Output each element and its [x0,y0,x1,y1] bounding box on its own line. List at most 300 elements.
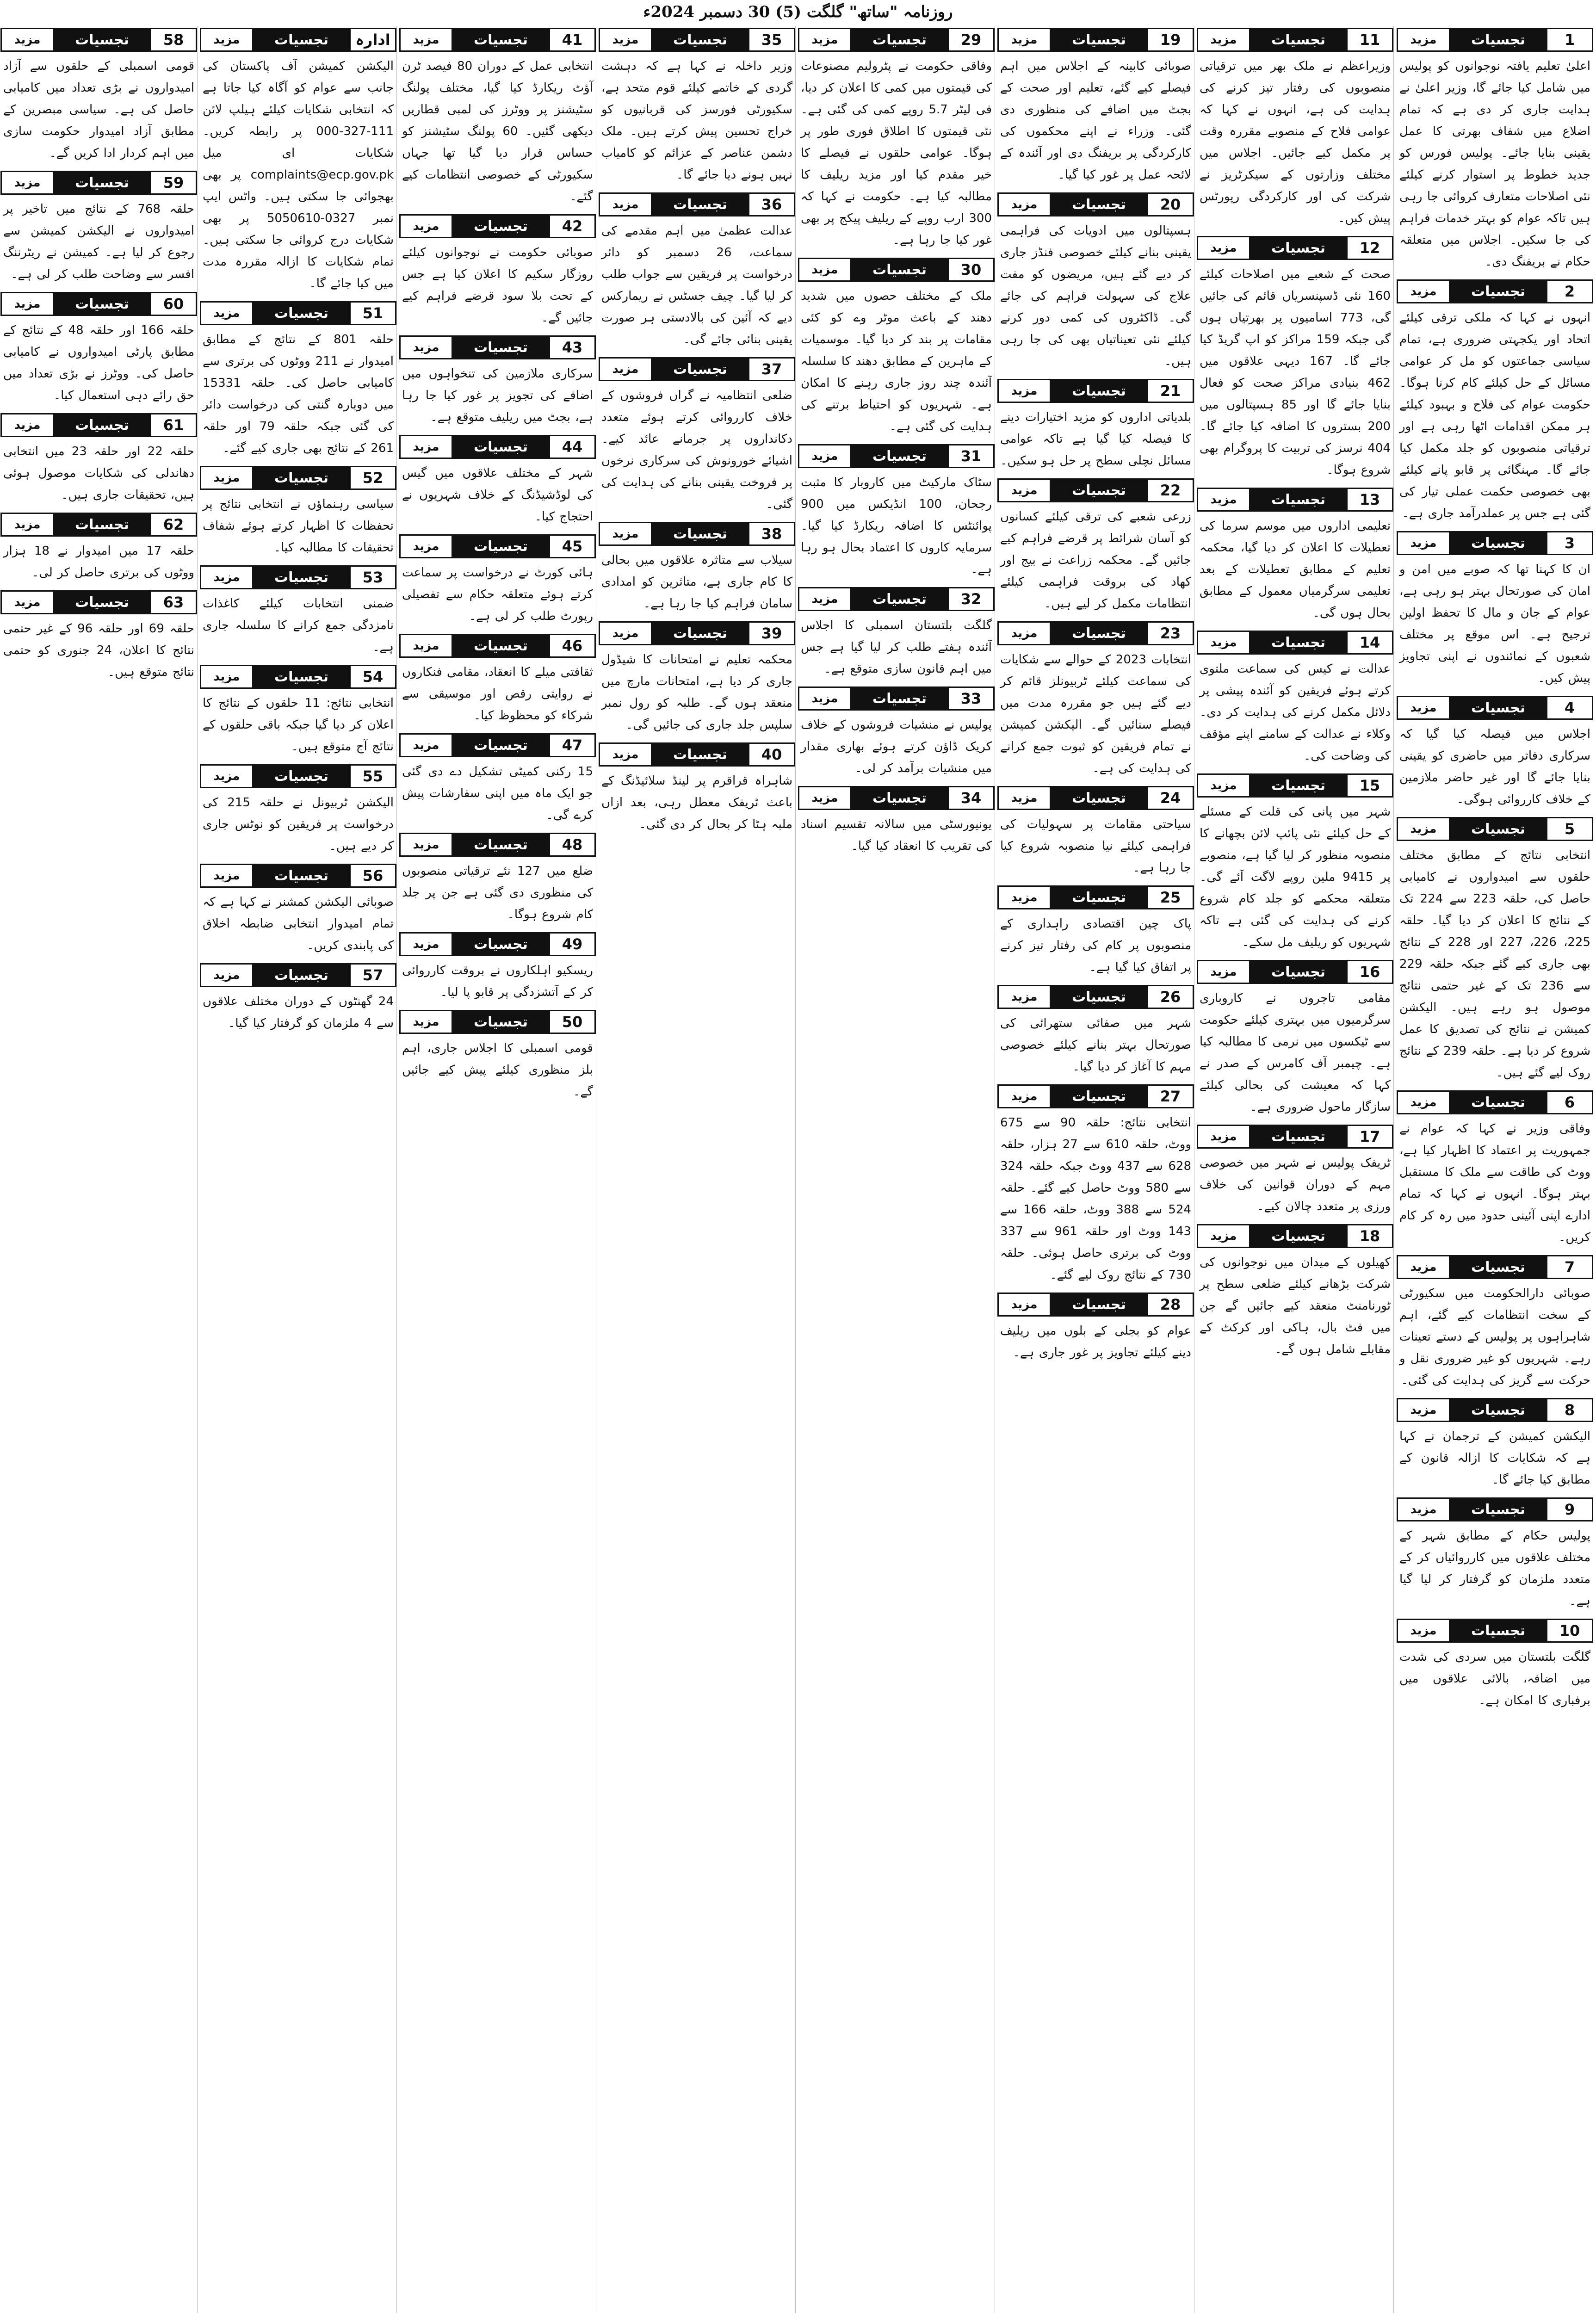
news-item-header [200,864,396,888]
news-item [599,357,795,515]
news-item-label: تجسیات [453,29,549,50]
news-item-header [1397,817,1593,841]
news-item-tag: مزید [999,194,1051,215]
news-item-tag: مزید [799,688,852,709]
news-item-header [1197,1125,1393,1149]
news-item [798,786,995,857]
news-item [399,833,596,926]
news-item-number: 36 [748,194,794,215]
news-item-text: الیکشن کمیشن کے ترجمان نے کہا ہے کہ شکایات کا ازالہ قانون کے مطابق کیا جائے گا۔ [1399,1429,1590,1487]
news-item-header [997,885,1194,909]
news-item-text: سٹاک مارکیٹ میں کاروبار کا مثبت رجحان، 100 انڈیکس میں 900 پوائنٹس کا اضافہ ریکارڈ کیا گیا۔ سرمایہ کاروں کا اعتماد بحال ہو رہا ہے۔ [801,476,992,576]
news-item-text: انتخابی نتائج: 11 حلقوں کے نتائج کا اعلان کر دیا گیا جبکہ باقی حلقوں کے نتائج آج متوقع ہیں۔ [203,696,394,754]
news-item-header [599,522,795,546]
news-item-label: تجسیات [254,766,349,787]
news-item [599,621,795,736]
news-item-header [1397,531,1593,555]
news-item-number: 62 [150,514,196,535]
news-item-label: تجسیات [1250,1126,1346,1147]
news-item-header [1197,1224,1393,1248]
news-item-header [1397,696,1593,720]
news-item-label: تجسیات [254,567,349,588]
news-item-text: پولیس نے منشیات فروشوں کے خلاف کریک ڈاؤن کرتے ہوئے بھاری مقدار میں منشیات برآمد کر لی۔ [801,718,992,775]
news-item-label: تجسیات [254,29,349,50]
news-item-number: 50 [549,1011,594,1033]
news-item-label: تجسیات [652,744,748,765]
news-item-tag: مزید [1198,775,1250,796]
news-item-text: محکمہ تعلیم نے امتحانات کا شیڈول جاری کر دیا ہے، امتحانات مارچ میں منعقد ہوں گے۔ طلبہ کو رول نمبر سلپس جلد جاری کی جائیں گی۔ [601,653,792,732]
news-item-label: تجسیات [1450,1620,1546,1641]
news-item-header [1397,28,1593,52]
news-item-header [798,786,995,810]
news-item-label: تجسیات [1051,1294,1147,1315]
news-item-tag: مزید [2,172,54,193]
news-item-number: 25 [1147,887,1193,908]
news-item-number: 12 [1346,237,1392,259]
news-item-number: 28 [1147,1294,1193,1315]
news-item-text: اعلیٰ تعلیم یافتہ نوجوانوں کو پولیس میں شامل کیا جائے گا، وزیر اعلیٰ نے ہدایت جاری کر دی ہے کہ تمام اضلاع میں شفاف بھرتی کا عمل یقینی بنایا جائے۔ پولیس فورس کو جدید خطوط پر استوار کرنے کیلئے نئی اصلاحات متعارف کروائی جا رہی ہیں تاکہ عوام کو بہتر خدمات فراہم کی جا سکیں۔ اجلاس میں متعلقہ حکام نے بریفنگ دی۔ [1399,59,1590,269]
news-item-header [997,478,1194,502]
news-item-number: 44 [549,436,594,458]
news-item [997,985,1194,1078]
news-item-header [997,786,1194,810]
news-item-tag: مزید [1398,29,1450,50]
news-item [200,665,396,758]
news-item-tag: مزید [201,467,254,489]
news-item-tag: مزید [999,1086,1051,1107]
news-item-text: انتخابات 2023 کے حوالے سے شکایات کی سماعت کیلئے ٹربیونلز قائم کر دیے گئے ہیں جو مقررہ مدت میں فیصلے سنائیں گے۔ الیکشن کمیشن نے تمام فریقین کو ثبوت جمع کرانے کی ہدایت کی ہے۔ [1000,653,1191,775]
news-item-number: 51 [349,303,395,324]
news-item-text: سرکاری ملازمین کی تنخواہوں میں اضافے کی تجویز پر غور کیا جا رہا ہے، بجٹ میں ریلیف متوقع ہے۔ [402,367,593,424]
news-item-text: انتخابی عمل کے دوران 80 فیصد ٹرن آؤٹ ریکارڈ کیا گیا، مختلف پولنگ سٹیشنز پر ووٹرز کی لمبی قطاریں دیکھی گئیں۔ 60 پولنگ سٹیشنز کو حساس قرار دیا گیا تھا جہاں سکیورٹی کے خصوصی انتظامات کیے گئے۔ [402,59,594,204]
news-item-header [1397,1090,1593,1114]
news-item-text: حلقہ 69 اور حلقہ 96 کے غیر حتمی نتائج کا اعلان، 24 جنوری کو حتمی نتائج متوقع ہیں۔ [3,622,194,679]
news-item-header [798,258,995,282]
news-item-label: تجسیات [254,865,349,886]
news-item-number: 14 [1346,632,1392,653]
news-item-number: 11 [1346,29,1392,50]
news-item-label: تجسیات [54,29,150,50]
news-item-tag: مزید [999,380,1051,402]
news-item-text: انہوں نے کہا کہ ملکی ترقی کیلئے اتحاد اور یکجہتی ضروری ہے، تمام سیاسی جماعتوں کو مل کر عوامی مسائل کے حل کیلئے کام کرنا ہوگا۔ حکومت عوام کی فلاح و بہبود کیلئے ہر ممکن اقدامات اٹھا رہی ہے اور ترقیاتی منصوبوں کو جلد مکمل کیا جائے گا۔ مہنگائی پر قابو پانے کیلئے بھی خصوصی حکمت عملی تیار کی گئی ہے جس پر عملدرآمد جاری ہے۔ [1399,311,1590,520]
news-item-tag: مزید [600,744,652,765]
news-item-label: تجسیات [852,259,947,280]
news-item-text: الیکشن ٹربیونل نے حلقہ 215 کی درخواست پر فریقین کو نوٹس جاری کر دیے ہیں۔ [203,796,394,853]
news-item-label: تجسیات [453,934,549,955]
news-item [399,932,596,1003]
news-item-number: 47 [549,735,594,756]
news-item-number: 30 [947,259,993,280]
news-item-tag: مزید [1198,632,1250,653]
news-item-text: گلگت بلتستان میں سردی کی شدت میں اضافہ، بالائی علاقوں میں برفباری کا امکان ہے۔ [1399,1650,1590,1707]
news-item-tag: مزید [799,588,852,610]
news-item-header [599,192,795,216]
news-item-text: انتخابی نتائج کے مطابق مختلف حلقوں سے امیدواروں نے کامیابی حاصل کی، حلقہ 223 سے 224 تک کے نتائج کا اعلان کر دیا گیا۔ حلقہ 225، 226، 227 اور 228 کے نتائج بھی جاری کیے گئے جبکہ حلقہ 229 سے 236 تک کے غیر حتمی نتائج موصول ہو رہے ہیں۔ الیکشن کمیشن نے نتائج کی تصدیق کا عمل شروع کر دیا ہے۔ حلقہ 239 کے نتائج روک لیے گئے ہیں۔ [1399,848,1591,1080]
news-item-number: 34 [947,787,993,809]
news-item-number: 37 [748,359,794,380]
news-item-header [997,379,1194,403]
news-item-header [1397,1398,1593,1422]
news-item-header [997,192,1194,216]
news-item [997,192,1194,372]
news-item [200,301,396,459]
news-item-header [399,932,596,956]
news-item-label: تجسیات [852,29,947,50]
news-item-header [0,292,197,316]
news-item [200,764,396,857]
news-item-header [200,301,396,325]
news-item-number: 16 [1346,961,1392,983]
news-item-text: 15 رکنی کمیٹی تشکیل دے دی گئی جو ایک ماہ میں اپنی سفارشات پیش کرے گی۔ [402,765,593,822]
news-item-label: تجسیات [453,337,549,358]
news-item-text: عدالت عظمیٰ میں اہم مقدمے کی سماعت، 26 دسمبر کو دائر درخواست پر فریقین سے جواب طلب کر لیا گیا۔ چیف جسٹس نے ریمارکس دیے کہ آئین کی بالادستی ہر صورت یقینی بنائی جائے گی۔ [601,224,792,346]
news-item-tag: مزید [1398,1399,1450,1421]
news-item-text: الیکشن کمیشن آف پاکستان کی جانب سے عوام کو آگاہ کیا جاتا ہے کہ انتخابی شکایات کیلئے ہیلپ لائن 111-327-000 پر رابطہ کریں۔ شکایات ای میل complaints@ecp.gov.pk پر بھی بھجوائی جا سکتی ہیں۔ واٹس ایپ نمبر 0327-5050610 پر بھی شکایات درج کروائی جا سکتی ہیں۔ تمام شکایات کا ازالہ مقررہ مدت میں کیا جائے گا۔ [203,59,394,291]
news-item [0,292,197,407]
news-item-header [1197,28,1393,52]
news-item-label: تجسیات [453,436,549,458]
news-item [0,413,197,506]
news-item-text: ہائی کورٹ نے درخواست پر سماعت کرتے ہوئے متعلقہ حکام سے تفصیلی رپورٹ طلب کر لی ہے۔ [402,566,593,623]
news-item-header [599,621,795,645]
news-item-tag: مزید [1198,961,1250,983]
news-item-number: 43 [549,337,594,358]
news-item-text: وزیر داخلہ نے کہا ہے کہ دہشت گردی کے خاتمے کیلئے قوم متحد ہے، سکیورٹی فورسز کی قربانیوں کو خراج تحسین پیش کرتے ہیں۔ ملک دشمن عناصر کے عزائم کو کامیاب نہیں ہونے دیا جائے گا۔ [601,59,792,182]
news-item-label: تجسیات [54,592,150,613]
news-item-header [200,28,396,52]
news-column [399,26,596,2313]
news-item-label: تجسیات [1250,1225,1346,1247]
news-item [1197,488,1393,624]
news-item-number: 5 [1546,818,1592,840]
news-item-text: حلقہ 768 کے نتائج میں تاخیر پر امیدواروں نے الیکشن کمیشن سے رجوع کر لیا ہے۔ کمیشن نے ریٹرننگ افسر سے وضاحت طلب کر لی ہے۔ [3,202,194,281]
news-item-number: 7 [1546,1256,1592,1278]
news-item-number: 13 [1346,489,1392,510]
news-item-tag: مزید [2,293,54,315]
news-item-label: تجسیات [1051,623,1147,644]
news-item-header [399,335,596,359]
news-column [798,26,995,2313]
news-column [200,26,397,2313]
news-item-number: 23 [1147,623,1193,644]
news-item-text: سیاسی رہنماؤں نے انتخابی نتائج پر تحفظات کا اظہار کرتے ہوئے شفاف تحقیقات کا مطالبہ کیا۔ [203,497,394,555]
news-item-label: تجسیات [1450,1256,1546,1278]
news-item [599,192,795,351]
news-item-label: تجسیات [1051,480,1147,501]
news-item-label: تجسیات [1450,697,1546,718]
news-item-header [200,963,396,987]
news-item-text: قومی اسمبلی کے حلقوں سے آزاد امیدواروں نے بڑی تعداد میں کامیابی حاصل کی ہے۔ سیاسی مبصرین کے مطابق آزاد امیدوار حکومت سازی میں اہم کردار ادا کریں گے۔ [3,59,194,160]
news-item [1397,1619,1593,1712]
news-item-text: شہر میں پانی کی قلت کے مسئلے کے حل کیلئے نئی پائپ لائن بچھانے کا منصوبہ منظور کر لیا گیا ہے، منصوبے پر 9415 ملین روپے لاگت آئے گی۔ متعلقہ محکمے کو جلد کام شروع کرنے کی ہدایت کی گئی ہے تاکہ شہریوں کو ریلیف مل سکے۔ [1200,805,1391,949]
news-column [1397,26,1593,2313]
news-item-tag: مزید [401,436,453,458]
news-item-text: ضمنی انتخابات کیلئے کاغذات نامزدگی جمع کرانے کا سلسلہ جاری ہے۔ [203,597,394,654]
news-item-tag: مزید [600,359,652,380]
news-item-label: تجسیات [652,523,748,544]
news-item-label: تجسیات [254,303,349,324]
news-item-number: 40 [748,744,794,765]
news-item-number: 4 [1546,697,1592,718]
news-item-text: حلقہ 22 اور حلقہ 23 میں انتخابی دھاندلی کی شکایات موصول ہوئی ہیں، تحقیقات جاری ہیں۔ [3,445,194,502]
news-item-header [997,621,1194,645]
news-item-tag: مزید [999,480,1051,501]
news-item-number: 1 [1546,29,1592,50]
news-item [0,28,197,164]
news-item [798,258,995,438]
news-item-header [399,435,596,459]
news-item-number: 41 [549,29,594,50]
news-item-number: 59 [150,172,196,193]
news-item [200,565,396,658]
news-item [0,171,197,285]
news-item-tag: مزید [1398,1620,1450,1641]
news-item-number: 27 [1147,1086,1193,1107]
news-item-tag: مزید [401,834,453,855]
news-item-text: عدالت نے کیس کی سماعت ملتوی کرتے ہوئے فریقین کو آئندہ پیشی پر دلائل مکمل کرنے کی ہدایت کر دی۔ وکلاء نے عدالت کے سامنے اپنے مؤقف کی وضاحت کی۔ [1200,662,1391,763]
news-item-number: 18 [1346,1225,1392,1247]
news-item [599,28,795,186]
news-item [399,733,596,826]
news-column [1197,26,1394,2313]
news-item-tag: مزید [2,414,54,436]
news-item-tag: مزید [401,29,453,50]
news-item-label: تجسیات [453,635,549,656]
news-item-number: 19 [1147,29,1193,50]
news-item-number: 21 [1147,380,1193,402]
news-item-label: تجسیات [54,414,150,436]
news-item-label: تجسیات [1250,29,1346,50]
news-item-tag: مزید [799,259,852,280]
news-item-label: تجسیات [453,1011,549,1033]
news-item-number: 6 [1546,1092,1592,1113]
news-item-label: تجسیات [652,623,748,644]
news-item-header [399,733,596,757]
news-item-label: تجسیات [1250,489,1346,510]
news-item-label: تجسیات [852,688,947,709]
news-item-text: ضلع میں 127 نئے ترقیاتی منصوبوں کی منظوری دی گئی ہے جن پر جلد کام شروع ہوگا۔ [402,864,593,921]
news-item-tag: مزید [999,623,1051,644]
news-item-text: صوبائی الیکشن کمشنر نے کہا ہے کہ تمام امیدوار انتخابی ضابطہ اخلاق کی پابندی کریں۔ [203,895,394,952]
news-item-text: ہسپتالوں میں ادویات کی فراہمی یقینی بنانے کیلئے خصوصی فنڈز جاری کر دیے گئے ہیں، مریضوں کو مفت علاج کی سہولت فراہم کی جائے گی۔ ڈاکٹروں کی کمی دور کرنے کیلئے نئی تعیناتیاں بھی کی جا رہی ہیں۔ [1000,224,1191,368]
news-item-tag: مزید [799,787,852,809]
news-item [1397,1090,1593,1249]
news-item-header [399,1010,596,1034]
news-item-tag: مزید [1398,1499,1450,1520]
news-item-tag: مزید [201,29,254,50]
news-item-tag: مزید [1198,237,1250,259]
news-item-number: 15 [1346,775,1392,796]
news-item [798,444,995,581]
news-item-number: 29 [947,29,993,50]
news-item-tag: مزید [600,523,652,544]
news-item-header [997,28,1194,52]
news-item-header [798,686,995,711]
news-item-tag: مزید [600,623,652,644]
news-item-number: 58 [150,29,196,50]
news-item [399,1010,596,1103]
news-item-text: پولیس حکام کے مطابق شہر کے مختلف علاقوں میں کارروائیاں کر کے متعدد ملزمان کو گرفتار کر لیا گیا ہے۔ [1399,1529,1590,1608]
news-item [1197,631,1393,767]
news-item-number: 39 [748,623,794,644]
news-item-text: مقامی تاجروں نے کاروباری سرگرمیوں میں بہتری کیلئے حکومت سے ٹیکسوں میں نرمی کا مطالبہ کیا ہے۔ چیمبر آف کامرس کے صدر نے کہا کہ معیشت کی بحالی کیلئے سازگار ماحول ضروری ہے۔ [1200,991,1391,1114]
news-item [399,214,596,329]
news-item-number: 60 [150,293,196,315]
news-item-number: 57 [349,965,395,986]
news-item-tag: مزید [401,337,453,358]
news-item-label: تجسیات [1051,1086,1147,1107]
news-item [997,379,1194,472]
news-item-header [399,214,596,238]
news-item [1397,1398,1593,1491]
news-column [997,26,1194,2313]
news-item-label: تجسیات [1250,237,1346,259]
news-item-label: تجسیات [1450,29,1546,50]
news-item-label: تجسیات [453,834,549,855]
news-item-tag: مزید [2,514,54,535]
news-item-header [997,985,1194,1009]
news-item-number: 61 [150,414,196,436]
news-item [399,534,596,627]
news-item-tag: مزید [201,567,254,588]
news-item-text: 24 گھنٹوں کے دوران مختلف علاقوں سے 4 ملزمان کو گرفتار کیا گیا۔ [203,995,394,1030]
news-item [798,28,995,251]
news-item-number: 48 [549,834,594,855]
news-item-number: 9 [1546,1499,1592,1520]
news-item-header [798,28,995,52]
news-item-number: 56 [349,865,395,886]
news-item-text: شہر میں صفائی ستھرائی کی صورتحال بہتر بنانے کیلئے خصوصی مہم کا آغاز کر دیا گیا۔ [1000,1016,1191,1074]
news-item-number: ادارہ [349,29,395,50]
news-item-tag: مزید [999,29,1051,50]
news-item-tag: مزید [201,865,254,886]
news-item-text: وفاقی حکومت نے پٹرولیم مصنوعات کی قیمتوں میں کمی کا اعلان کر دیا، فی لیٹر 5.7 روپے کمی کی گئی ہے۔ نئی قیمتوں کا اطلاق فوری طور پر ہوگا۔ عوامی حلقوں نے فیصلے کا خیر مقدم کیا اور مزید ریلیف کا مطالبہ کیا ہے۔ حکومت نے کہا کہ 300 ارب روپے کے ریلیف پیکج پر بھی غور کیا جا رہا ہے۔ [801,59,992,247]
news-item-header [0,513,197,537]
news-item [1397,531,1593,689]
news-item-header [1197,488,1393,512]
news-item [1397,279,1593,525]
news-item-text: قومی اسمبلی کا اجلاس جاری، اہم بلز منظوری کیلئے پیش کیے جائیں گے۔ [402,1041,593,1099]
news-item-label: تجسیات [1250,775,1346,796]
news-item-header [997,1084,1194,1108]
news-item-tag: مزید [1398,818,1450,840]
news-item-text: وفاقی وزیر نے کہا کہ عوام نے جمہوریت پر اعتماد کا اظہار کیا ہے، ووٹ کی طاقت سے ملک کا مستقبل بہتر ہوگا۔ انہوں نے کہا کہ تمام ادارے اپنی آئینی حدود میں رہ کر کام کریں۔ [1399,1122,1590,1244]
news-item-text: گلگت بلتستان اسمبلی کا اجلاس آئندہ ہفتے طلب کر لیا گیا ہے جس میں اہم قانون سازی متوقع ہے۔ [801,618,992,676]
news-item-label: تجسیات [1051,194,1147,215]
news-item-header [1197,631,1393,655]
news-item [798,587,995,680]
news-item-tag: مزید [999,1294,1051,1315]
news-item-label: تجسیات [254,467,349,489]
news-item-header [200,565,396,589]
news-item-text: صحت کے شعبے میں اصلاحات کیلئے 160 نئی ڈسپنسریاں قائم کی جائیں گی، 773 اسامیوں پر بھرتیاں ہوں گی جبکہ 159 مراکز کو اپ گریڈ کیا جائے گا۔ 167 دیہی علاقوں میں 462 بنیادی مراکز صحت کو فعال بنایا جائے گا اور 85 ہسپتالوں میں 200 بستروں کا اضافہ کیا جائے گا۔ 404 نرسز کی تربیت کا پروگرام بھی شروع ہوگا۔ [1200,267,1391,477]
news-item-number: 31 [947,445,993,467]
news-item [997,478,1194,615]
news-item-label: تجسیات [1051,380,1147,402]
news-item [1397,1255,1593,1392]
news-item-label: تجسیات [254,666,349,687]
news-item-number: 3 [1546,532,1592,554]
news-item-header [997,1293,1194,1317]
news-item-number: 49 [549,934,594,955]
news-item-number: 63 [150,592,196,613]
news-item-label: تجسیات [652,359,748,380]
news-item [0,513,197,584]
news-item-number: 26 [1147,986,1193,1008]
news-item-header [1197,960,1393,984]
news-item-tag: مزید [201,666,254,687]
news-item-header [399,833,596,857]
news-item-label: تجسیات [453,216,549,237]
news-item-label: تجسیات [1051,887,1147,908]
news-item-number: 38 [748,523,794,544]
news-item-tag: مزید [401,635,453,656]
news-item [997,786,1194,879]
news-item-label: تجسیات [1051,29,1147,50]
news-item-header [0,590,197,614]
news-item [1197,28,1393,229]
news-item-header [798,444,995,468]
news-item [1197,773,1393,953]
news-item-tag: مزید [401,536,453,557]
news-item [0,590,197,683]
news-item [997,1084,1194,1286]
news-column [599,26,796,2313]
news-item-number: 10 [1546,1620,1592,1641]
news-item-text: حلقہ 17 میں امیدوار نے 18 ہزار ووٹوں کی برتری حاصل کر لی۔ [3,544,194,580]
news-item-text: ملک کے مختلف حصوں میں شدید دھند کے باعث موٹر وے کو کئی مقامات پر بند کر دیا گیا۔ موسمیات کے ماہرین کے مطابق دھند کا سلسلہ آئندہ چند روز جاری رہنے کا امکان ہے۔ شہریوں کو احتیاط برتنے کی ہدایت کی گئی ہے۔ [801,289,992,433]
news-item-label: تجسیات [1450,281,1546,302]
news-item-number: 35 [748,29,794,50]
news-item-text: اجلاس میں فیصلہ کیا گیا کہ سرکاری دفاتر میں حاضری کو یقینی بنایا جائے گا اور غیر حاضر ملازمین کے خلاف کارروائی ہوگی۔ [1399,727,1590,806]
news-column [0,26,198,2313]
news-item-text: کھیلوں کے میدان میں نوجوانوں کی شرکت بڑھانے کیلئے ضلعی سطح پر ٹورنامنٹ منعقد کیے جائیں گے جن میں فٹ بال، ہاکی اور کرکٹ کے مقابلے شامل ہوں گے۔ [1200,1255,1391,1356]
news-item-number: 2 [1546,281,1592,302]
news-item [399,435,596,528]
news-item-label: تجسیات [652,194,748,215]
news-item-tag: مزید [1398,697,1450,718]
news-item-header [599,742,795,767]
news-item-header [200,764,396,788]
news-item-label: تجسیات [1450,1092,1546,1113]
news-item-label: تجسیات [1250,961,1346,983]
news-item-header [1397,1255,1593,1279]
news-item-text: صوبائی حکومت نے نوجوانوں کیلئے روزگار سکیم کا اعلان کیا ہے جس کے تحت بلا سود قرضے فراہم کیے جائیں گے۔ [402,246,593,325]
news-item-number: 22 [1147,480,1193,501]
news-item-number: 20 [1147,194,1193,215]
news-item-tag: مزید [1198,1225,1250,1247]
news-item-text: بلدیاتی اداروں کو مزید اختیارات دینے کا فیصلہ کیا گیا ہے تاکہ عوامی مسائل نچلی سطح پر حل ہو سکیں۔ [1000,410,1191,468]
news-item-text: ٹریفک پولیس نے شہر میں خصوصی مہم کے دوران قوانین کی خلاف ورزی پر متعدد چالان کیے۔ [1200,1156,1391,1213]
news-item-header [200,466,396,490]
news-item-label: تجسیات [652,29,748,50]
news-item-label: تجسیات [1450,1499,1546,1520]
news-item [200,28,396,295]
news-item [200,864,396,957]
news-item [1197,1224,1393,1361]
news-item-number: 24 [1147,787,1193,809]
news-item-text: تعلیمی اداروں میں موسم سرما کی تعطیلات کا اعلان کر دیا گیا، محکمہ تعلیم کے مطابق تعطیلات کے بعد تعلیمی سرگرمیاں معمول کے مطابق بحال ہوں گی۔ [1200,519,1391,620]
news-item [200,963,396,1034]
news-item-text: وزیراعظم نے ملک بھر میں ترقیاتی منصوبوں کی رفتار تیز کرنے کی ہدایت کی ہے، انہوں نے کہا کہ عوامی فلاح کے منصوبے مقررہ وقت پر مکمل کیے جائیں۔ اجلاس میں مختلف وزارتوں کے سیکرٹریز نے شرکت کی اور کارکردگی رپورٹس پیش کیں۔ [1200,59,1391,225]
news-item-label: تجسیات [54,293,150,315]
news-item-tag: مزید [1398,281,1450,302]
news-item [399,335,596,428]
news-item-header [1397,1619,1593,1643]
news-item [200,466,396,559]
news-item-header [399,28,596,52]
news-item-tag: مزید [201,965,254,986]
